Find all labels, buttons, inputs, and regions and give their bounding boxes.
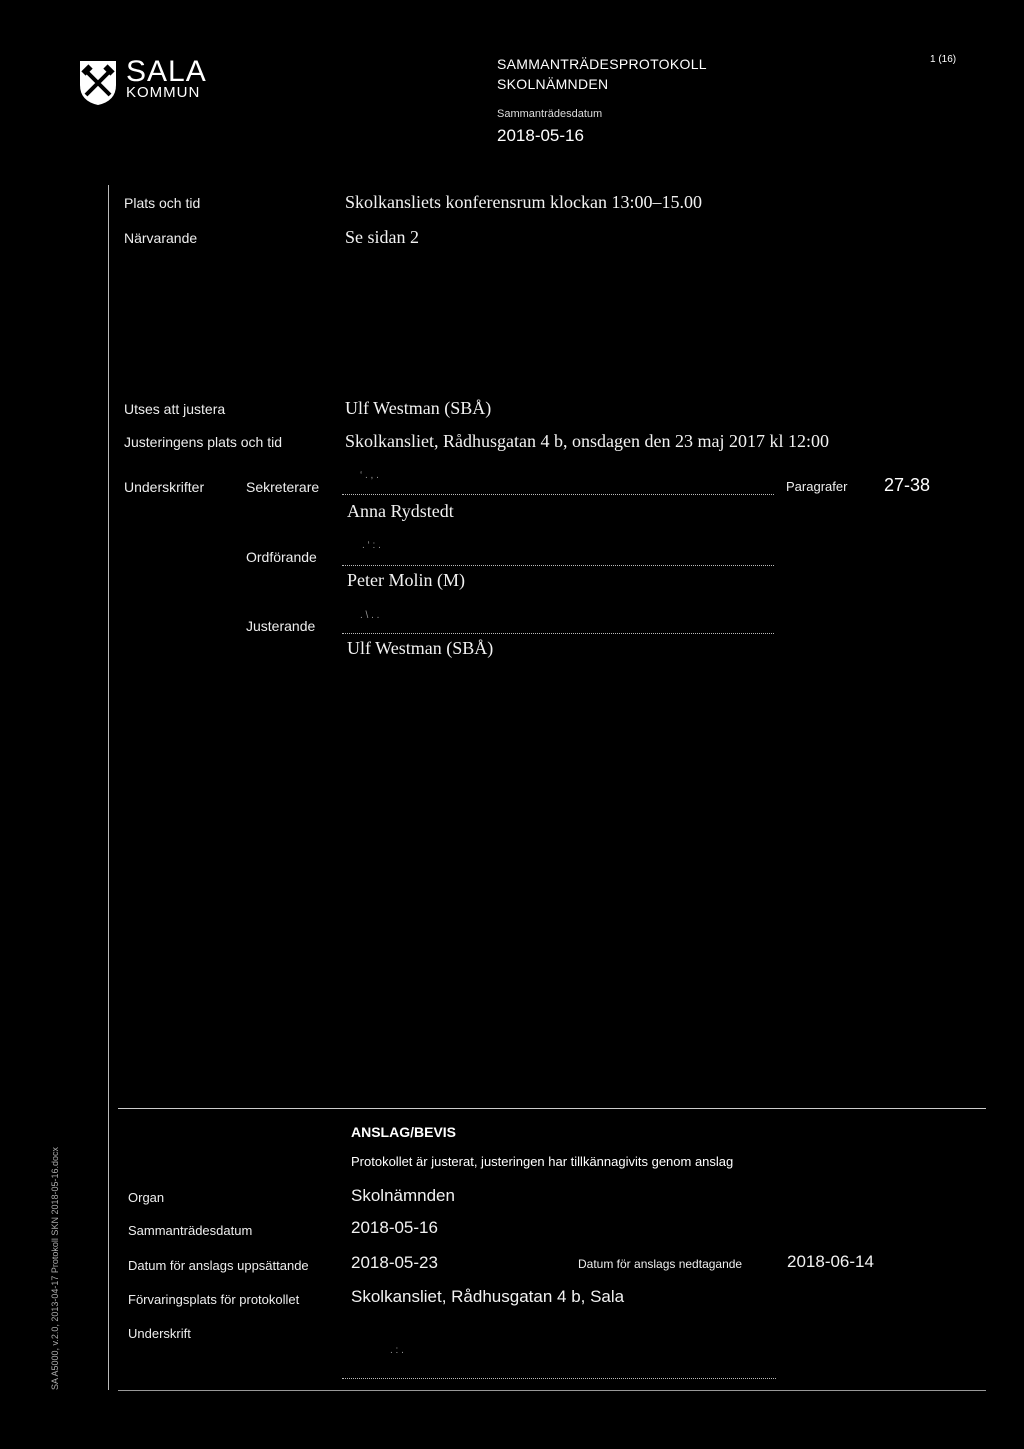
notice-signature-line <box>342 1378 776 1379</box>
adjustment-place-time-value: Skolkansliet, Rådhusgatan 4 b, onsdagen den 23 maj 2017 kl 12:00 <box>345 431 829 451</box>
place-time-value: Skolkansliets konferensrum klockan 13:00–15.00 <box>345 192 702 212</box>
notice-signature-scribble: . : . <box>390 1345 404 1356</box>
place-time-label: Plats och tid <box>124 195 201 211</box>
document-reference-text: SA A5000, v.2.0, 2013-04-17 Protokoll SKN 2018-05-16.docx <box>50 1147 60 1390</box>
logo-name: SALA <box>126 55 207 88</box>
secretary-signature-line <box>342 494 774 495</box>
logo-subtitle: KOMMUN <box>126 84 201 101</box>
notice-signature-label: Underskrift <box>128 1326 191 1341</box>
chair-signature-scribble: . ‘ : . <box>362 540 381 551</box>
present-value: Se sidan 2 <box>345 227 419 247</box>
notice-top-rule <box>118 1108 986 1109</box>
meeting-date: 2018-05-16 <box>497 126 584 145</box>
posted-date-value: 2018-05-23 <box>351 1253 438 1272</box>
organ-value: Skolnämnden <box>351 1186 455 1205</box>
chair-label: Ordförande <box>246 549 317 565</box>
document-type: SAMMANTRÄDESPROTOKOLL <box>497 56 707 72</box>
chair-name: Peter Molin (M) <box>347 570 465 590</box>
removed-date-value: 2018-06-14 <box>787 1252 874 1271</box>
secretary-name: Anna Rydstedt <box>347 501 454 521</box>
municipal-crest-icon <box>76 57 120 107</box>
notice-title: ANSLAG/BEVIS <box>351 1124 457 1140</box>
adjuster-name: Ulf Westman (SBÅ) <box>347 638 494 658</box>
page-indicator: 1 (16) <box>930 54 957 65</box>
appointed-adjuster-label: Utses att justera <box>124 401 226 417</box>
adjuster-signature-line <box>342 633 774 634</box>
paragraphs-value: 27-38 <box>884 475 931 495</box>
storage-label: Förvaringsplats för protokollet <box>128 1292 300 1307</box>
paragraphs-label: Paragrafer <box>786 479 848 494</box>
organ-label: Organ <box>128 1190 165 1205</box>
adjuster-signature-scribble: . \ . . <box>360 610 380 621</box>
appointed-adjuster-value: Ulf Westman (SBÅ) <box>345 398 492 418</box>
adjuster-label: Justerande <box>246 618 316 634</box>
notice-statement: Protokollet är justerat, justeringen har tillkännagivits genom anslag <box>351 1154 734 1169</box>
committee-name: SKOLNÄMNDEN <box>497 76 609 92</box>
signatures-label: Underskrifter <box>124 479 205 495</box>
notice-meeting-date-label: Sammanträdesdatum <box>128 1223 253 1238</box>
left-margin-rule <box>108 185 109 1390</box>
secretary-label: Sekreterare <box>246 479 320 495</box>
storage-value: Skolkansliet, Rådhusgatan 4 b, Sala <box>351 1287 625 1306</box>
notice-meeting-date-value: 2018-05-16 <box>351 1218 438 1237</box>
present-label: Närvarande <box>124 230 198 246</box>
posted-date-label: Datum för anslags uppsättande <box>128 1258 309 1273</box>
adjustment-place-time-label: Justeringens plats och tid <box>124 434 282 450</box>
removed-date-label: Datum för anslags nedtagande <box>578 1257 743 1271</box>
notice-bottom-rule <box>118 1390 986 1391</box>
secretary-signature-scribble: ‘ . , . <box>360 470 379 481</box>
meeting-date-label: Sammanträdesdatum <box>497 108 603 120</box>
chair-signature-line <box>342 565 774 566</box>
